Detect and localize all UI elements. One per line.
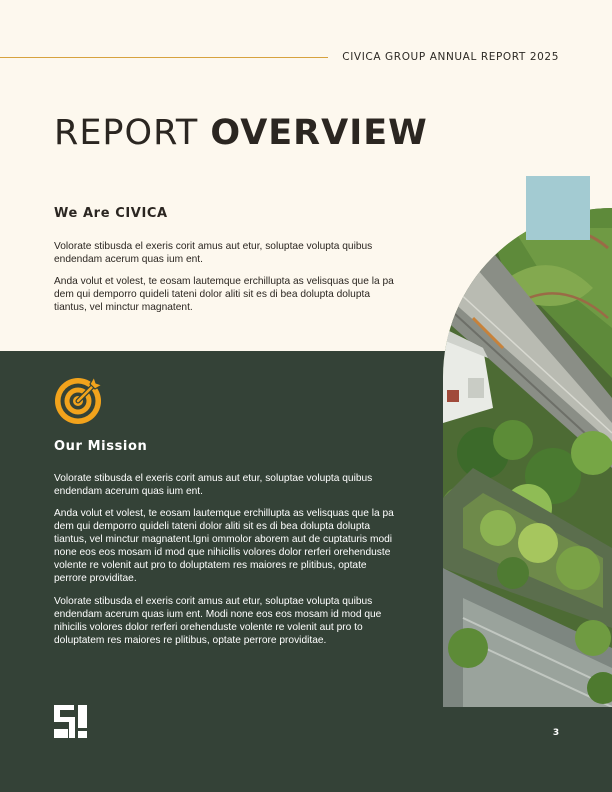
- header-rule: [0, 57, 328, 58]
- we-are-paragraph-1: Volorate stibusda el exeris corit amus aut etur, soluptae volupta quibus endendam acerum quas ium ent.: [54, 241, 373, 265]
- we-are-paragraph-2: Anda volut et volest, te eosam lautemque erchillupta as velisquas que la pa dem qui demporro quideli tateni dolor aliti sit es di bea dolupta dolupta tiantus, vel minctur magnatent.: [54, 276, 394, 313]
- civica-logo-icon: [54, 705, 87, 738]
- report-header-title: CIVICA GROUP ANNUAL REPORT 2025: [342, 51, 559, 63]
- mission-heading: Our Mission: [54, 439, 148, 454]
- page-title: [54, 111, 428, 155]
- target-icon: [54, 375, 104, 425]
- page-title-light: REPORT: [54, 113, 211, 153]
- we-are-heading: We Are CIVICA: [54, 206, 168, 221]
- mission-paragraph-3: Volorate stibusda el exeris corit amus aut etur, soluptae volupta quibus endendam acerum quas ium ent. Modi none eos eos mosam id mod que nihicilis volores dolor rerferi orehenduste volente re volenit aut pro to doluptatem res maiores re plitibus, optate perrore providitae.: [54, 596, 382, 646]
- accent-square: [526, 176, 590, 240]
- page-title-bold: OVERVIEW: [210, 113, 428, 153]
- mission-paragraph-2: Anda volut et volest, te eosam lautemque erchillupta as velisquas que la pa dem qui demporro quideli tateni dolor aliti sit es di bea dolupta dolupta tiantus, vel minctur magnatent.Igni ommolor aborem aut de cuptaturis modi none eos eos mosam id mod que nihicilis volores dolor rerferi orehenduste volente re volenit aut pro to doluptatem res maiores re plitibus, optate perrore providitae.: [54, 508, 394, 584]
- mission-paragraph-1: Volorate stibusda el exeris corit amus aut etur, soluptae volupta quibus endendam acerum quas ium ent.: [54, 473, 373, 497]
- page-number: 3: [552, 728, 560, 738]
- green-roof-photo: [443, 208, 612, 707]
